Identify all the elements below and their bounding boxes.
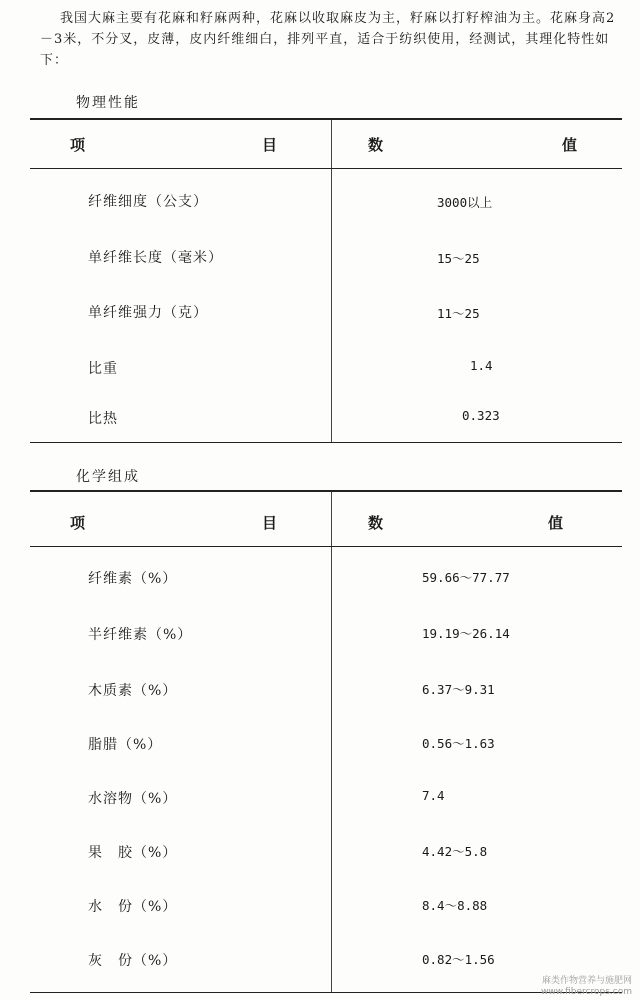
chemical-table-column-divider bbox=[331, 492, 332, 992]
chemical-row-label: 半纤维素（%） bbox=[88, 627, 193, 643]
physical-row-label: 比重 bbox=[88, 361, 118, 377]
site-watermark bbox=[541, 976, 632, 998]
chemical-header-rule bbox=[30, 546, 622, 547]
chemical-header-value-b: 值 bbox=[548, 514, 564, 532]
physical-row-value: 0.323 bbox=[462, 408, 500, 423]
chemical-row-label: 灰 份（%） bbox=[88, 953, 178, 969]
chemical-row-label: 果 胶（%） bbox=[88, 845, 178, 861]
chemical-header-item-b: 目 bbox=[262, 514, 278, 532]
physical-row-value: 11～25 bbox=[437, 306, 480, 321]
chemical-header-value-a: 数 bbox=[368, 514, 384, 532]
chemical-row-label: 脂腊（%） bbox=[88, 737, 163, 753]
physical-row-value: 3000以上 bbox=[437, 195, 493, 210]
physical-row-label: 单纤维长度（毫米） bbox=[88, 250, 223, 266]
chemical-row-value: 8.4～8.88 bbox=[422, 898, 488, 913]
chemical-row-value: 0.56～1.63 bbox=[422, 736, 495, 751]
physical-row-value: 15～25 bbox=[437, 251, 480, 266]
physical-row-label: 纤维细度（公支） bbox=[88, 194, 208, 210]
physical-table-bottom-rule bbox=[30, 442, 622, 443]
physical-table-top-rule bbox=[30, 118, 622, 120]
chemical-row-value: 7.4 bbox=[422, 788, 445, 803]
chemical-row-value: 0.82～1.56 bbox=[422, 952, 495, 967]
chemical-table-bottom-rule bbox=[30, 992, 622, 993]
physical-header-value-b: 值 bbox=[562, 136, 578, 154]
chemical-row-label: 水 份（%） bbox=[88, 899, 178, 915]
watermark-line2: www.fibercrops.com bbox=[541, 987, 632, 997]
physical-row-label: 单纤维强力（克） bbox=[88, 305, 208, 321]
physical-header-item-b: 目 bbox=[262, 136, 278, 154]
chemical-table-top-rule bbox=[30, 490, 622, 492]
chemical-row-value: 59.66～77.77 bbox=[422, 570, 510, 585]
physical-header-item-a: 项 bbox=[70, 136, 86, 154]
chemical-row-label: 木质素（%） bbox=[88, 683, 178, 699]
chemical-header-item-a: 项 bbox=[70, 514, 86, 532]
chemical-row-label: 水溶物（%） bbox=[88, 791, 178, 807]
physical-header-rule bbox=[30, 168, 622, 169]
physical-row-label: 比热 bbox=[88, 411, 118, 427]
physical-row-value: 1.4 bbox=[470, 358, 493, 373]
physical-header-value-a: 数 bbox=[368, 136, 384, 154]
chemical-row-value: 19.19～26.14 bbox=[422, 626, 510, 641]
chemical-row-label: 纤维素（%） bbox=[88, 571, 178, 587]
chemical-row-value: 4.42～5.8 bbox=[422, 844, 488, 859]
intro-paragraph: 我国大麻主要有花麻和籽麻两种，花麻以收取麻皮为主，籽麻以打籽榨油为主。花麻身高2－3米，不分叉，皮薄，皮内纤维细白，排列平直，适合于纺织使用，经测试，其理化特性如下： bbox=[40, 11, 616, 68]
chemical-row-value: 6.37～9.31 bbox=[422, 682, 495, 697]
watermark-line1: 麻类作物营养与施肥网 bbox=[541, 976, 632, 986]
physical-section-title: 物理性能 bbox=[76, 95, 140, 111]
chemical-section-title: 化学组成 bbox=[76, 469, 140, 485]
